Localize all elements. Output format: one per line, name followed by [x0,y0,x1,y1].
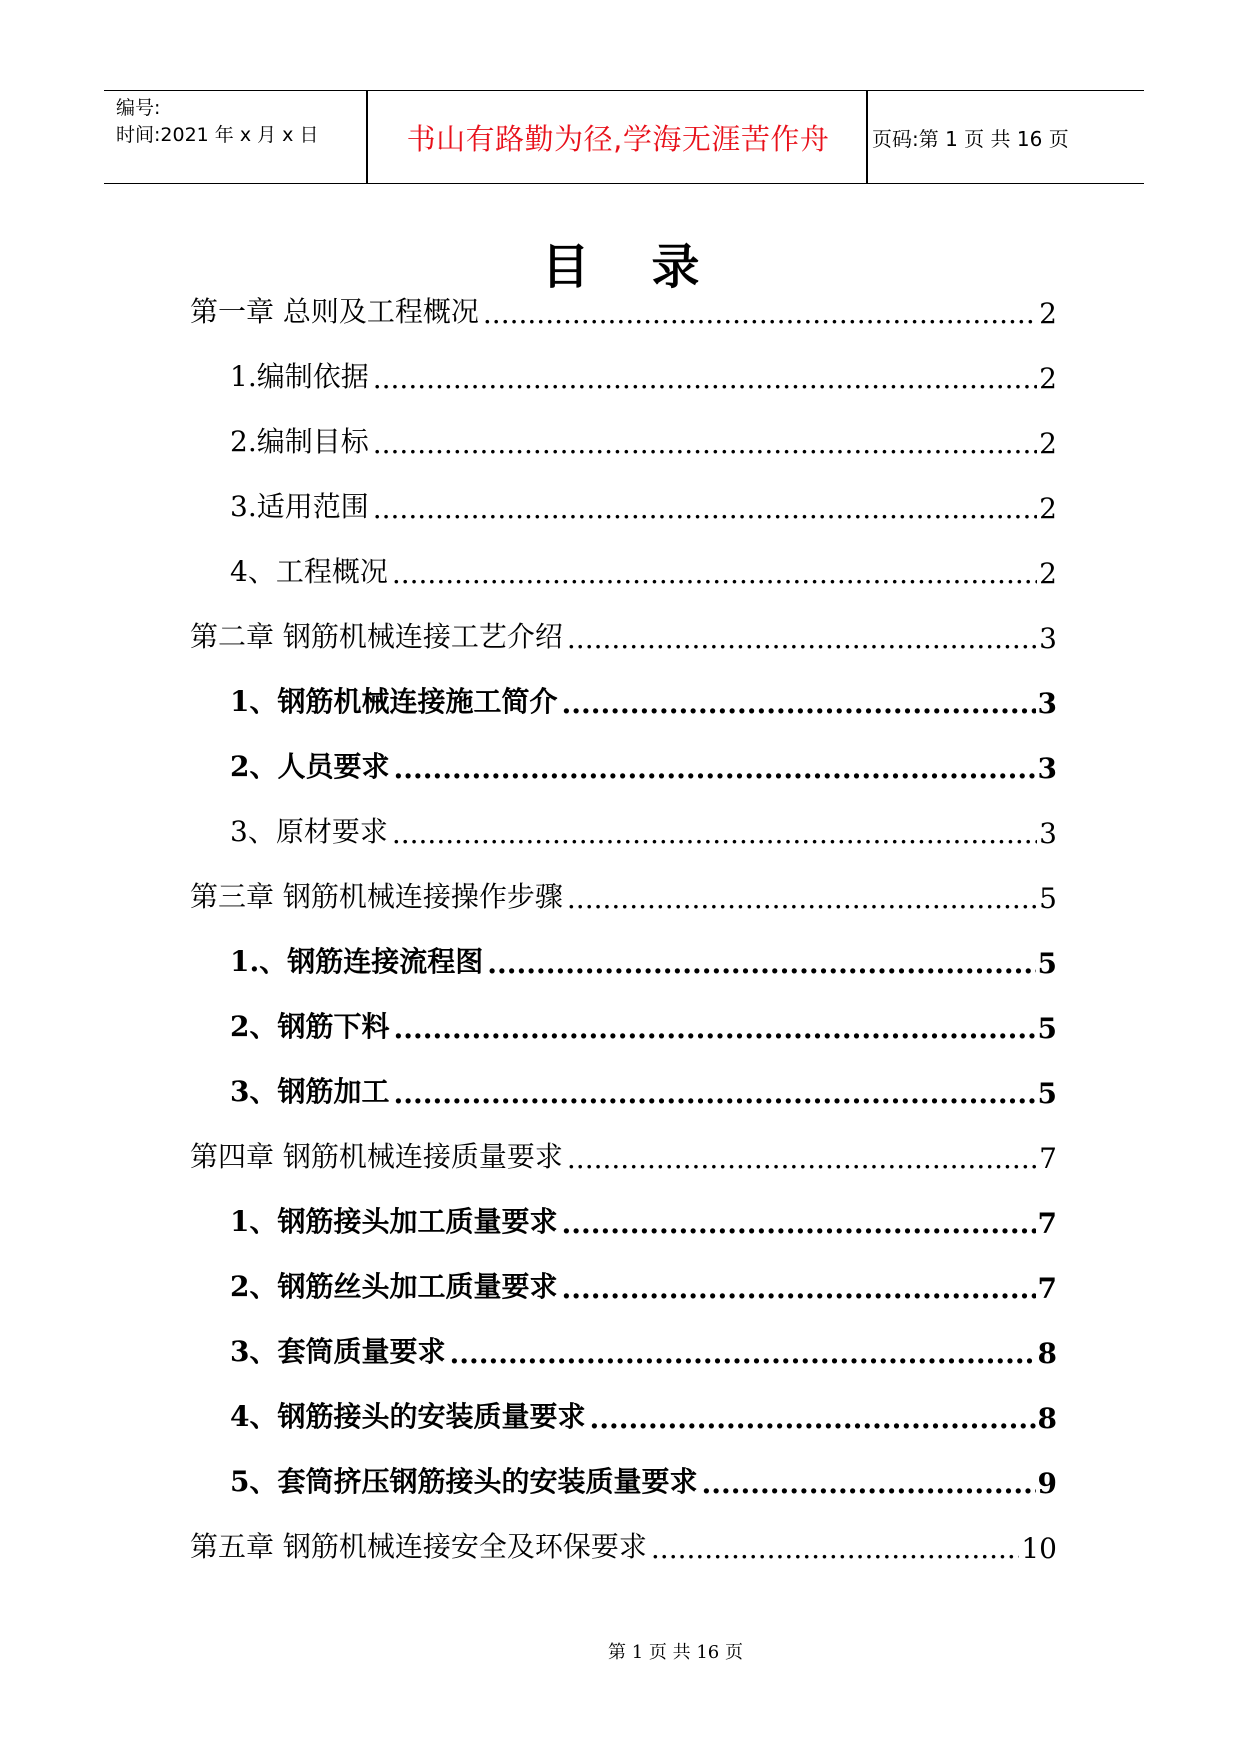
toc-entry-page: 2 [1039,362,1057,395]
toc-entry-label: 3、钢筋加工 [230,1075,390,1108]
toc-entry-page: 5 [1037,1012,1057,1045]
toc-leader-dots [393,752,1035,785]
toc-entry-label: 3.适用范围 [230,490,369,523]
toc-entry-page: 5 [1037,947,1057,980]
toc-entry-page: 3 [1039,817,1057,850]
toc-entry-label: 第三章 钢筋机械连接操作步骤 [190,880,563,913]
toc-title: 目录 [541,239,762,295]
toc-leader-dots [373,427,1037,460]
toc-chapter-entry[interactable] [190,1129,1057,1175]
toc-section-entry[interactable] [230,1324,1057,1370]
toc-section-entry[interactable] [230,479,1057,525]
toc-entry-label: 第五章 钢筋机械连接安全及环保要求 [190,1530,647,1563]
toc-entry-label: 第二章 钢筋机械连接工艺介绍 [190,620,563,653]
toc-entry-label: 2、钢筋下料 [230,1010,390,1043]
document-time-label: 时间:2021 年 x 月 x 日 [116,124,319,146]
page-footer: 第 1 页 共 16 页 [608,1642,743,1663]
toc-leader-dots [449,1337,1035,1370]
toc-leader-dots [651,1532,1019,1565]
toc-section-entry[interactable] [230,349,1057,395]
toc-section-entry[interactable] [230,1454,1057,1500]
header-divider [866,91,868,183]
header-divider [366,91,368,183]
toc-entry-label: 3、原材要求 [230,815,388,848]
toc-leader-dots [373,362,1037,395]
toc-entry-label: 4、工程概况 [230,555,388,588]
toc-leader-dots [701,1467,1035,1500]
toc-leader-dots [589,1402,1035,1435]
toc-entry-label: 4、钢筋接头的安装质量要求 [230,1400,586,1433]
toc-chapter-entry[interactable] [190,609,1057,655]
toc-leader-dots [373,492,1037,525]
toc-section-entry[interactable] [230,674,1057,720]
toc-section-entry[interactable] [230,1064,1057,1110]
toc-section-entry[interactable] [230,739,1057,785]
toc-entry-page: 3 [1037,752,1057,785]
toc-entry-page: 7 [1037,1272,1057,1305]
toc-leader-dots [561,1272,1035,1305]
toc-entry-label: 第一章 总则及工程概况 [190,295,479,328]
header-motto: 书山有路勤为径,学海无涯苦作舟 [406,122,830,156]
toc-entry-page: 10 [1021,1532,1057,1565]
document-number-label: 编号: [116,97,161,119]
toc-chapter-entry[interactable] [190,284,1057,330]
toc-entry-page: 2 [1039,297,1057,330]
toc-leader-dots [393,1077,1035,1110]
toc-entry-page: 7 [1039,1142,1057,1175]
toc-entry-page: 9 [1037,1467,1057,1500]
toc-entry-page: 2 [1039,492,1057,525]
toc-entry-label: 5、套筒挤压钢筋接头的安装质量要求 [230,1465,698,1498]
toc-section-entry[interactable] [230,1194,1057,1240]
toc-entry-label: 第四章 钢筋机械连接质量要求 [190,1140,563,1173]
toc-leader-dots [392,817,1037,850]
toc-leader-dots [567,882,1037,915]
toc-leader-dots [392,557,1037,590]
header-page-number: 页码:第 1 页 共 16 页 [872,127,1069,151]
toc-entry-label: 1.编制依据 [230,360,369,393]
toc-section-entry[interactable] [230,804,1057,850]
toc-entry-label: 1.、钢筋连接流程图 [230,945,484,978]
toc-section-entry[interactable] [230,414,1057,460]
toc-entry-page: 3 [1039,622,1057,655]
toc-leader-dots [561,1207,1035,1240]
toc-entry-page: 5 [1039,882,1057,915]
toc-leader-dots [567,1142,1037,1175]
toc-entry-label: 1、钢筋接头加工质量要求 [230,1205,558,1238]
toc-leader-dots [561,687,1035,720]
toc-section-entry[interactable] [230,1259,1057,1305]
page-header [104,90,1144,184]
toc-entry-label: 2.编制目标 [230,425,369,458]
toc-entry-page: 2 [1039,557,1057,590]
toc-entry-page: 5 [1037,1077,1057,1110]
header-meta [116,95,366,149]
toc-entry-page: 2 [1039,427,1057,460]
toc-entry-label: 3、套筒质量要求 [230,1335,446,1368]
toc-entry-page: 3 [1037,687,1057,720]
toc-section-entry[interactable] [230,544,1057,590]
toc-section-entry[interactable] [230,1389,1057,1435]
toc-leader-dots [487,947,1035,980]
toc-chapter-entry[interactable] [190,869,1057,915]
toc-leader-dots [393,1012,1035,1045]
toc-entry-page: 8 [1037,1337,1057,1370]
toc-chapter-entry[interactable] [190,1519,1057,1565]
toc-entry-label: 1、钢筋机械连接施工简介 [230,685,558,718]
toc-section-entry[interactable] [230,934,1057,980]
toc-entry-page: 8 [1037,1402,1057,1435]
toc-section-entry[interactable] [230,999,1057,1045]
toc-entry-page: 7 [1037,1207,1057,1240]
toc-entry-label: 2、人员要求 [230,750,390,783]
toc-entry-label: 2、钢筋丝头加工质量要求 [230,1270,558,1303]
toc-leader-dots [567,622,1037,655]
toc-leader-dots [483,297,1037,330]
